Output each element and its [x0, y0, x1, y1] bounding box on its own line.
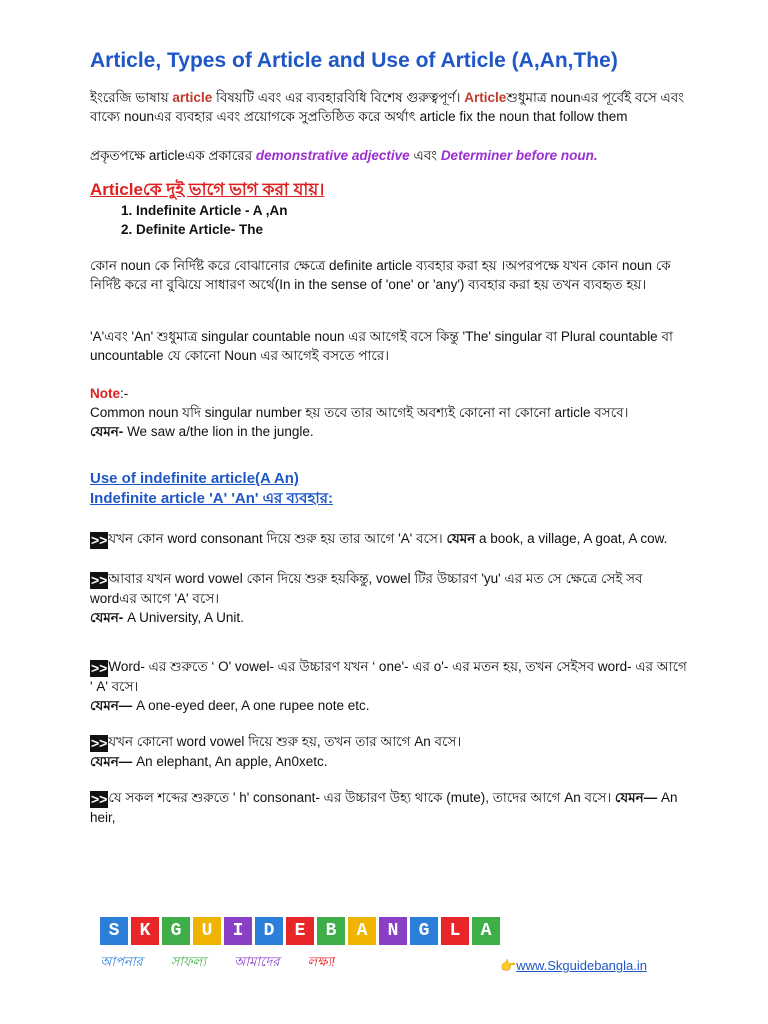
skguidebangla-logo: [100, 917, 503, 974]
logo-letter-tile: A: [472, 917, 500, 945]
rule-item: [90, 788, 690, 827]
double-arrow-icon: >>: [91, 532, 108, 548]
example-text: a book, a village, A goat, A cow.: [475, 531, 668, 546]
example-label: যেমন-: [90, 610, 124, 625]
tagline-word: আমাদের: [234, 954, 280, 969]
tagline-word: আপনার: [100, 954, 143, 969]
rule-text: আবার যখন word vowel কোন দিয়ে শুরু হয়কিন্তু, vowel টির উচ্চারণ 'yu' এর মত সে ক্ষেত্রে সেই সব: [108, 571, 643, 586]
intro-text: বাক্যে nounএর ব্যবহার এবং প্রয়োগকে সুপ্রতিষ্ঠিত করে অর্থাৎ article fix the noun that follow them: [90, 109, 628, 124]
example-label: যেমন-: [90, 424, 124, 439]
double-arrow-icon: >>: [91, 791, 108, 807]
double-arrow-icon: >>: [91, 572, 108, 588]
intro-text: শুধুমাত্র nounএর পূর্বেই বসে এবং: [506, 90, 685, 105]
logo-letters: [100, 917, 503, 945]
type-item-indefinite: 1. Indefinite Article - A ,An: [136, 201, 690, 220]
note-block: [90, 384, 690, 441]
note-text: Common noun যদি singular number হয় তবে তার আগেই অবশ্যই কোনো না কোনো article বসবে।: [90, 405, 629, 420]
website-link-block: [500, 958, 647, 974]
rule-item: [90, 732, 690, 771]
types-list: [90, 201, 690, 239]
definite-paragraph: [90, 256, 690, 294]
example-label: যেমন—: [90, 754, 133, 769]
intro-paragraph: [90, 88, 690, 126]
logo-letter-tile: G: [410, 917, 438, 945]
rule-text: Word- এর শুরুতে ‘ O' vowel- এর উচ্চারণ যখন ‘ one'- এর o'- এর মতন হয়, তখন সেইসব word- এর আগে: [108, 659, 687, 674]
use-heading-block: [90, 469, 690, 509]
rule-text: যখন কোন word consonant দিয়ে শুরু হয় তার আগে 'A' বসে।: [108, 531, 447, 546]
type-item-definite: 2. Definite Article- The: [136, 220, 690, 239]
example-text: A University, A Unit.: [123, 610, 244, 625]
document-body: [90, 48, 690, 827]
demonstrative-paragraph: [90, 146, 690, 165]
keyword-article: Article: [464, 90, 507, 105]
singular-text: 'A'এবং 'An' শুধুমাত্র singular countable noun এর আগেই বসে কিন্তু 'The' singular বা Plural countable বা: [90, 329, 673, 344]
rule-text: ' A' বসে।: [90, 679, 139, 694]
logo-letter-tile: L: [441, 917, 469, 945]
pointing-hand-icon: 👉: [500, 958, 517, 973]
example-label: যেমন: [446, 531, 476, 546]
page-title: Article, Types of Article and Use of Article (A,An,The): [90, 49, 618, 72]
rule-item: [90, 569, 690, 627]
logo-letter-tile: A: [348, 917, 376, 945]
rule-text: heir,: [90, 810, 116, 825]
logo-letter-tile: N: [379, 917, 407, 945]
definite-text: কোন noun কে নির্দিষ্ট করে বোঝানোর ক্ষেত্রে definite article ব্যবহার করা হয় ।অপরপক্ষে যখন কোন noun কে: [90, 258, 671, 273]
logo-tagline: [100, 953, 503, 974]
use-heading-bengali: Indefinite article 'A' 'An' এর ব্যবহার:: [90, 490, 333, 507]
demo-highlight: Determiner before noun.: [440, 148, 598, 163]
note-suffix: :-: [120, 386, 129, 401]
tagline-word: সাফল্য: [170, 954, 206, 969]
logo-letter-tile: G: [162, 917, 190, 945]
use-heading-english: Use of indefinite article(A An): [90, 470, 299, 487]
logo-letter-tile: S: [100, 917, 128, 945]
demo-text: প্রকৃতপক্ষে articleএক প্রকারের: [90, 148, 256, 163]
intro-text: বিষয়টি এবং এর ব্যবহারবিধি বিশেষ গুরুত্বপূর্ণ।: [212, 90, 465, 105]
double-arrow-icon: >>: [91, 660, 108, 676]
definite-text: নির্দিষ্ট করে না বুঝিয়ে সাধারণ অর্থে(In in the sense of 'one' or 'any') ব্যবহার করা হয় তখন ব্যবহৃত হয়।: [90, 277, 647, 292]
singular-text: uncountable যে কোনো Noun এর আগেই বসতে পারে।: [90, 348, 390, 363]
types-heading: Articleকে দুই ভাগে ভাগ করা যায়।: [90, 180, 325, 199]
rule-item: [90, 657, 690, 715]
logo-letter-tile: E: [286, 917, 314, 945]
intro-text: ইংরেজি ভাষায়: [90, 90, 173, 105]
example-text: A one-eyed deer, A one rupee note etc.: [132, 698, 370, 713]
keyword-article: article: [172, 90, 213, 105]
rule-text: যখন কোনো word vowel দিয়ে শুরু হয়, তখন তার আগে An বসে।: [108, 734, 462, 749]
note-label: Note: [90, 386, 120, 401]
double-arrow-icon: >>: [91, 735, 108, 751]
example-text: An: [657, 790, 678, 805]
logo-letter-tile: B: [317, 917, 345, 945]
example-text: An elephant, An apple, An0xetc.: [132, 754, 328, 769]
demo-highlight: demonstrative adjective: [255, 148, 410, 163]
logo-letter-tile: K: [131, 917, 159, 945]
logo-letter-tile: U: [193, 917, 221, 945]
demo-text: এবং: [409, 148, 441, 163]
rule-text: wordএর আগে 'A' বসে।: [90, 591, 220, 606]
logo-letter-tile: D: [255, 917, 283, 945]
website-link[interactable]: www.Skguidebangla.in: [516, 958, 647, 973]
rule-text: যে সকল শব্দের শুরুতে ' h' consonant- এর উচ্চারণ উহ্য থাকে (mute), তাদের আগে An বসে।: [108, 790, 615, 805]
example-text: We saw a/the lion in the jungle.: [123, 424, 314, 439]
rule-item: [90, 529, 690, 549]
logo-letter-tile: I: [224, 917, 252, 945]
example-label: যেমন—: [90, 698, 133, 713]
singular-paragraph: [90, 327, 690, 365]
tagline-word: লক্ষ্য!: [307, 954, 335, 969]
example-label: যেমন—: [614, 790, 658, 805]
